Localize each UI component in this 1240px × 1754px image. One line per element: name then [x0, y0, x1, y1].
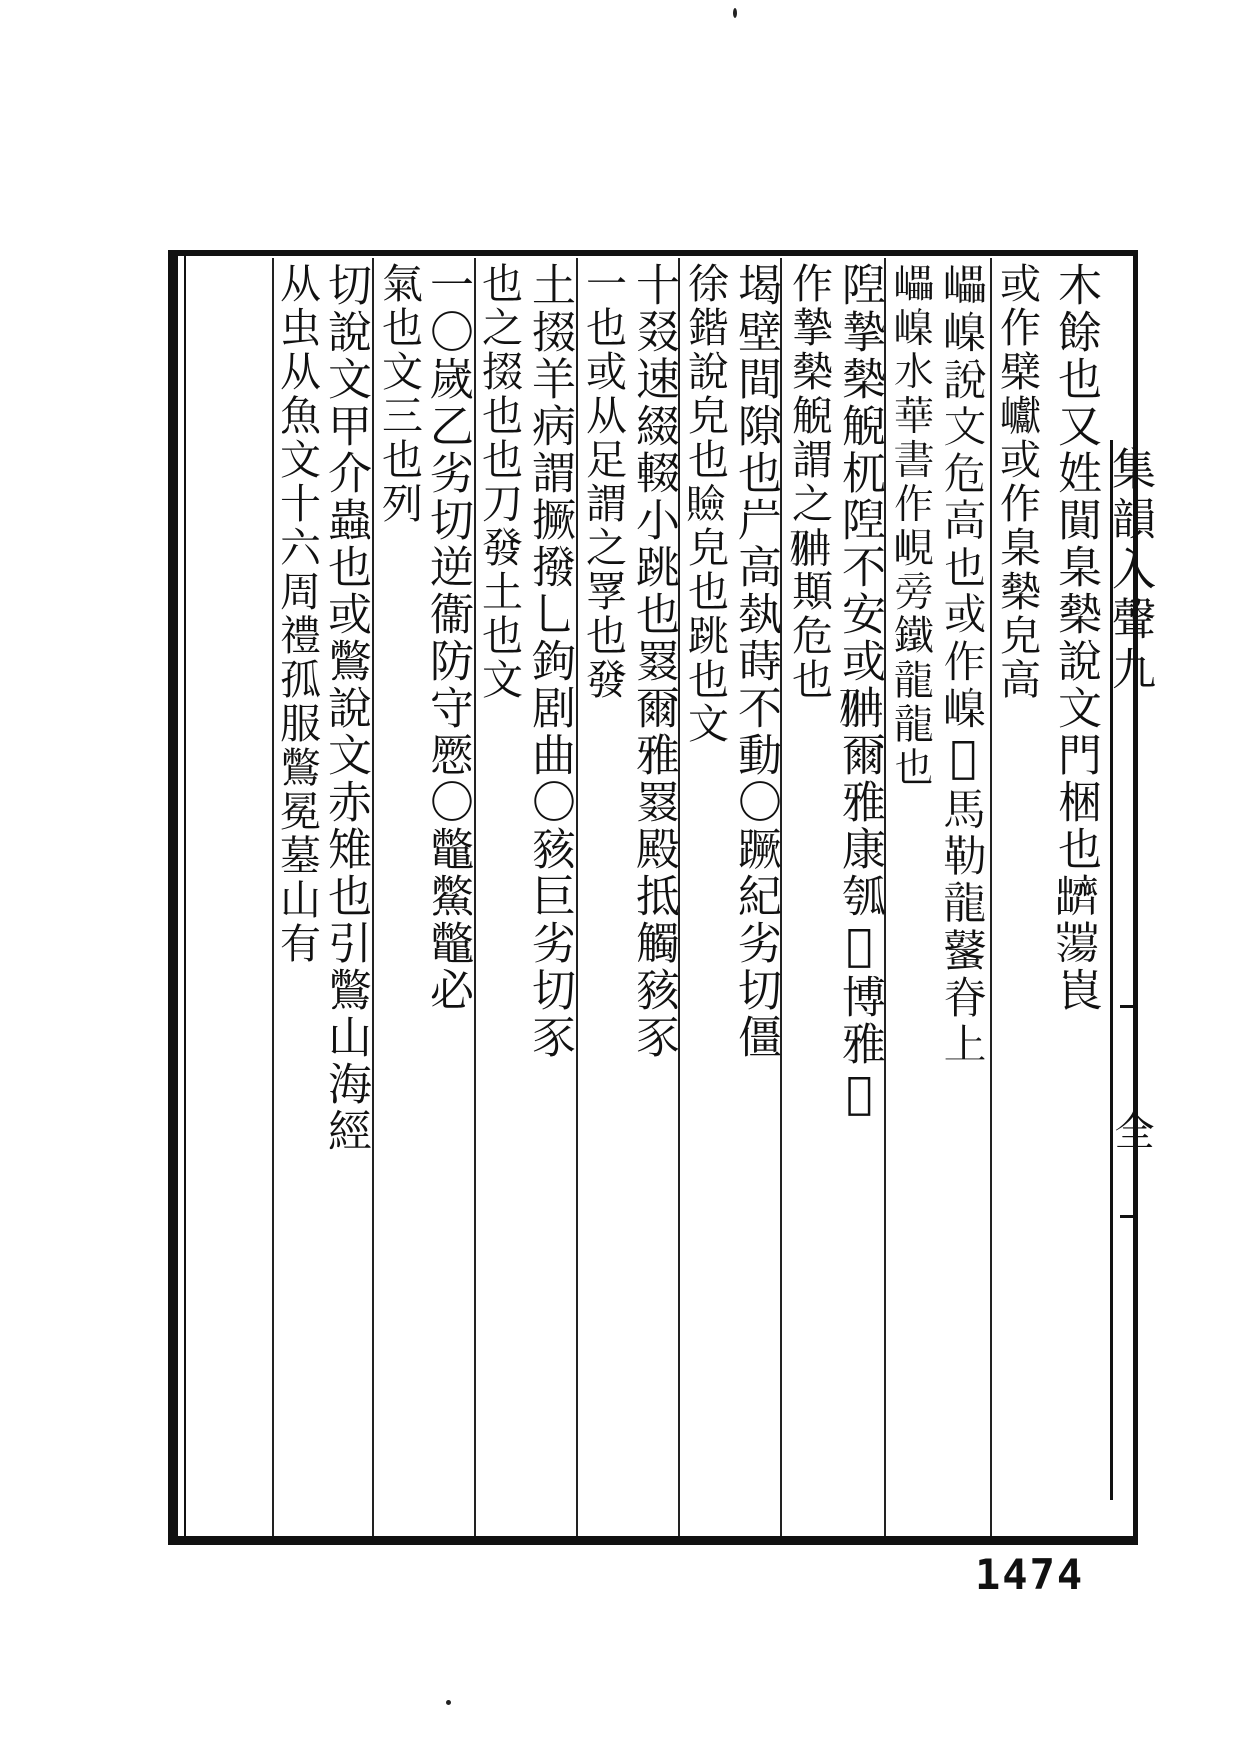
text-column-6	[786, 262, 834, 1534]
text-column-15	[322, 262, 370, 1534]
text-column-1	[1042, 262, 1100, 1534]
page-number: 1474	[975, 1550, 1085, 1599]
column-text: 土掇羊病謂撅撥乚鉤剧曲〇豥巨劣切豕	[524, 262, 575, 1061]
text-column-2	[994, 262, 1042, 1534]
column-text: 徐鍇說皃也𧸘皃也跳也文	[681, 262, 729, 746]
scan-speck	[733, 8, 737, 18]
spine-title: 集韻入聲九	[1104, 446, 1155, 696]
column-text: 堨壁間隙也屵高埶蒔不動〇蹶紀劣切僵	[730, 262, 781, 1061]
column-text: 木餘也又姓閴臬槷說文門梱也𪗊𡾕崀	[1050, 262, 1101, 1014]
column-text: 𡾊嵲水華書作峴旁鐵龍龍也	[889, 262, 937, 790]
text-column-7	[732, 262, 780, 1534]
column-text: 氣也文三也列	[375, 262, 423, 526]
column-text: 一也或从足謂之罦也發	[579, 262, 627, 702]
column-text: 𡾊嵲說文危高也或作嵲𩧦馬勒龍鼜脊上	[938, 262, 989, 1068]
column-text: 从虫从魚文十六周禮孤服鷩冕墓山有	[273, 262, 321, 966]
text-column-8	[682, 262, 730, 1534]
column-text: 一〇嵗乙劣切逆衞防守憠〇鼈鱉鼈必	[422, 262, 473, 1014]
inner-left-rule	[184, 256, 186, 1536]
column-text: 或作檗巘或作臬槷皃高	[993, 262, 1041, 702]
text-column-3	[940, 262, 988, 1534]
column-text: 也之掇也也刀發土也文	[475, 262, 523, 702]
column-text: 十叕速綴輟小跳也罬爾雅罬殿抵觸豥豕	[628, 262, 679, 1061]
text-column-9	[630, 262, 678, 1534]
text-column-4	[890, 262, 938, 1534]
scan-speck	[446, 1700, 451, 1705]
column-text: 作摯槷觬謂之𦐘䫏危也	[785, 262, 833, 702]
text-column-5	[836, 262, 884, 1534]
text-column-10	[580, 262, 628, 1534]
text-column-16	[274, 262, 322, 1534]
column-text: 隉摯槷觬杌隉不安或𦐘爾雅康瓠𩨍博雅𩨍	[834, 262, 885, 1122]
spine-mark	[1120, 1005, 1138, 1008]
text-column-14	[376, 262, 424, 1534]
text-column-11	[526, 262, 574, 1534]
text-column-13	[424, 262, 472, 1534]
column-text: 切說文甲介蟲也或鷩說文赤雉也引鷩山海經	[320, 262, 371, 1155]
text-column-12	[476, 262, 524, 1534]
spine-mark	[1120, 1215, 1138, 1218]
spine-volume-mark: 全	[1108, 1110, 1154, 1150]
